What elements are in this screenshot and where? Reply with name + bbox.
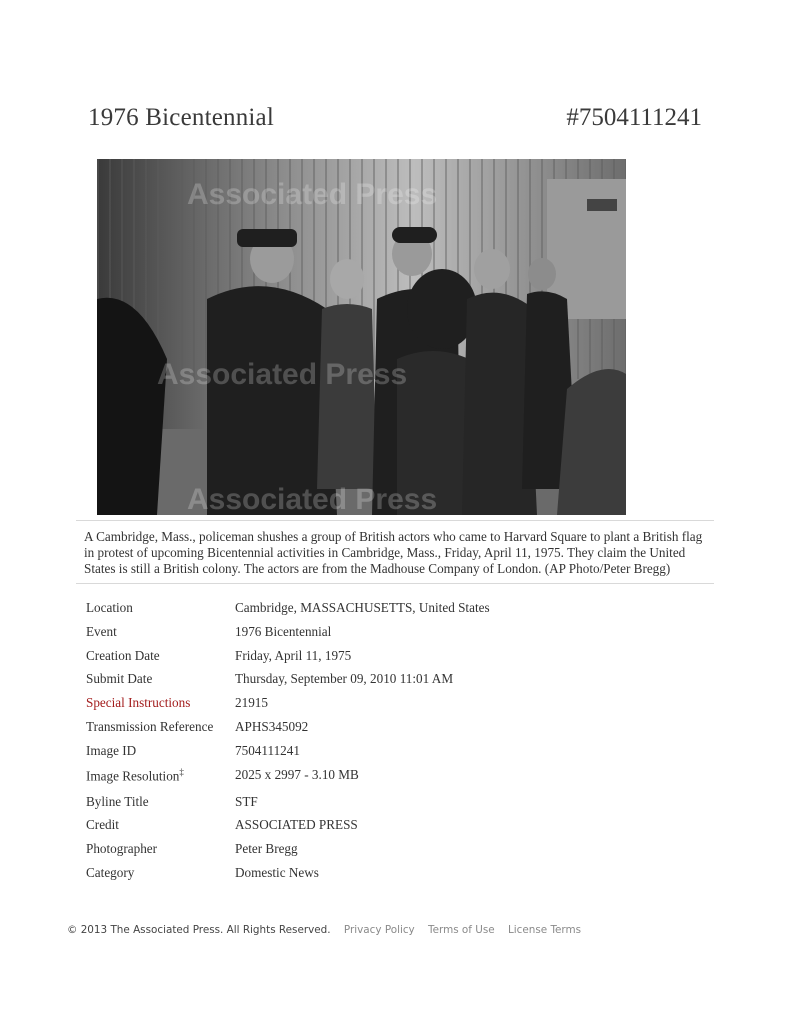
meta-label: Submit Date	[86, 671, 153, 687]
photo-caption: A Cambridge, Mass., policeman shushes a group of British actors who came to Harvard Square to plant a British flag in protest of upcoming Bicentennial activities in Cambridge, Mass., Friday, April 11, 1975. They claim the United States is still a British colony. The actors are from the Madhouse Company of London. (AP Photo/Peter Bregg)	[84, 529, 703, 576]
meta-label: Credit	[86, 817, 119, 833]
meta-value: ASSOCIATED PRESS	[235, 817, 358, 833]
license-terms-link[interactable]: License Terms	[507, 924, 582, 936]
meta-row-image-resolution	[86, 767, 706, 794]
meta-label: Location	[86, 600, 133, 615]
meta-label: Transmission Reference	[86, 718, 214, 734]
meta-value: Cambridge, MASSACHUSETTS, United States	[235, 600, 490, 615]
photo-illustration	[97, 159, 626, 515]
meta-row-event	[86, 624, 706, 648]
page-title: 1976 Bicentennial	[88, 104, 274, 131]
meta-value: Thursday, September 09, 2010 11:01 AM	[235, 671, 454, 687]
image-number: #7504111241	[566, 104, 702, 131]
watermark-text: Associated Press	[187, 178, 438, 211]
meta-label-special: Special Instructions	[86, 695, 191, 711]
metadata-table	[86, 600, 706, 889]
meta-label-with-marker	[86, 767, 184, 784]
meta-label: Image Resolution	[86, 767, 180, 783]
terms-of-use-link[interactable]: Terms of Use	[428, 924, 495, 936]
meta-label: Byline Title	[86, 793, 149, 809]
meta-value: APHS345092	[235, 718, 309, 734]
meta-row-photographer	[86, 841, 706, 865]
meta-row-special-instructions	[86, 695, 706, 719]
meta-label: Event	[86, 623, 117, 639]
meta-value: Friday, April 11, 1975	[235, 647, 352, 663]
meta-label: Photographer	[86, 841, 158, 857]
copyright-text: © 2013 The Associated Press. All Rights Reserved.	[67, 924, 331, 936]
page-header	[88, 104, 702, 140]
caption-box	[76, 520, 714, 584]
meta-label: Creation Date	[86, 647, 160, 663]
meta-row-transmission-reference	[86, 719, 706, 743]
meta-row-location	[86, 600, 706, 624]
meta-label: Category	[86, 864, 135, 880]
news-photo	[97, 159, 626, 515]
meta-value: STF	[235, 793, 258, 809]
meta-value: Domestic News	[235, 864, 319, 880]
meta-value: 21915	[235, 695, 268, 711]
meta-value: Peter Bregg	[235, 841, 298, 857]
dagger-marker: ‡	[179, 766, 184, 777]
meta-value: 1976 Bicentennial	[235, 623, 332, 639]
meta-label: Image ID	[86, 742, 137, 758]
privacy-policy-link[interactable]: Privacy Policy	[343, 924, 415, 936]
meta-row-credit	[86, 817, 706, 841]
meta-row-submit-date	[86, 671, 706, 695]
meta-row-image-id	[86, 743, 706, 767]
meta-row-byline-title	[86, 794, 706, 818]
svg-text:Associated Press: Associated Press	[157, 358, 408, 391]
meta-row-creation-date	[86, 648, 706, 672]
meta-row-category	[86, 865, 706, 889]
svg-text:Associated Press: Associated Press	[187, 483, 438, 515]
meta-value: 2025 x 2997 - 3.10 MB	[235, 766, 359, 782]
meta-value: 7504111241	[235, 742, 300, 758]
page-footer	[67, 924, 581, 936]
